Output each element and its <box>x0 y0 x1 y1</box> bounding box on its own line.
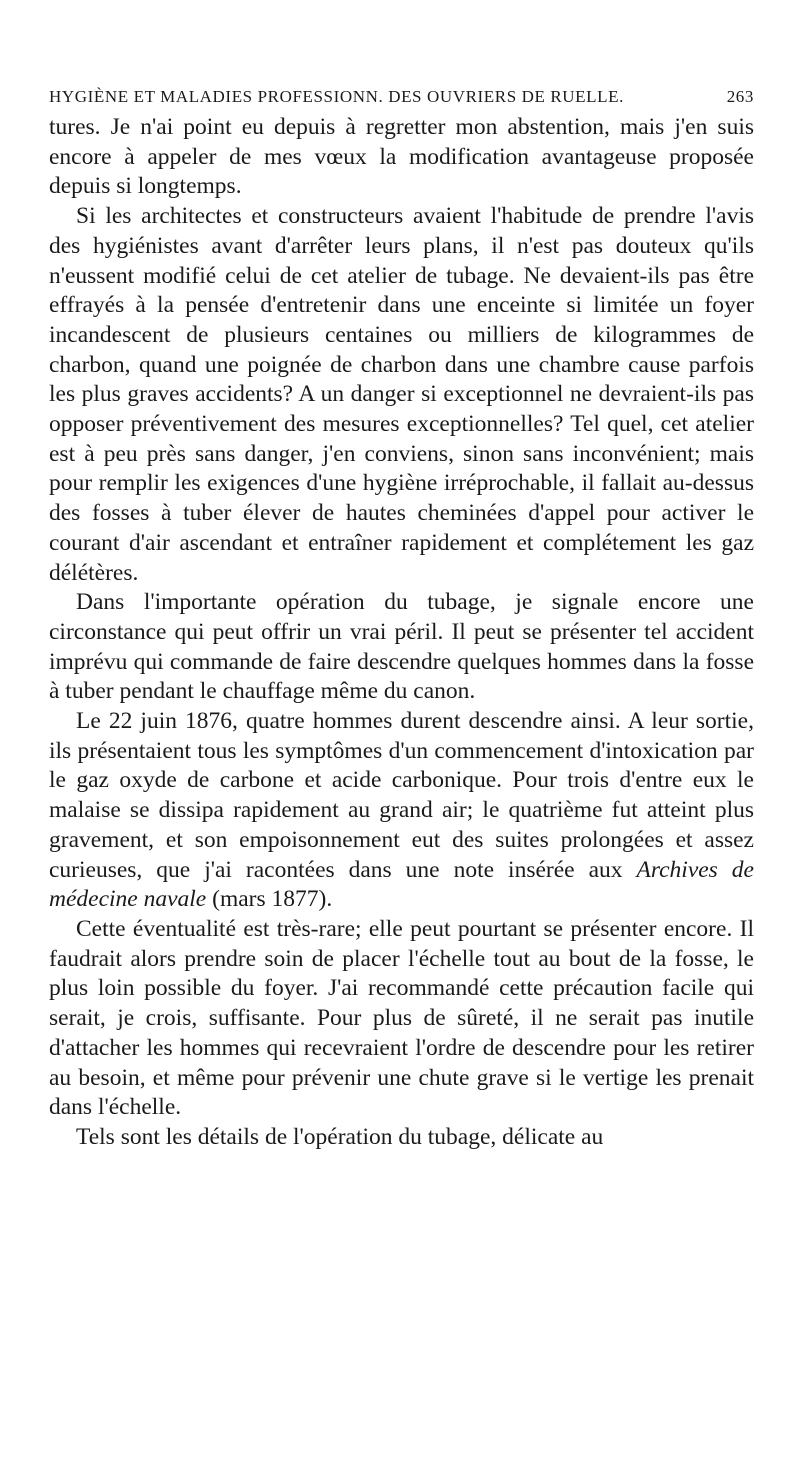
running-title: HYGIÈNE ET MALADIES PROFESSIONN. DES OUVRIERS DE RUELLE. <box>49 87 624 106</box>
paragraph-text: (mars 1877). <box>206 886 333 913</box>
body-text <box>49 113 754 1153</box>
paragraph: tures. Je n'ai point eu depuis à regretter mon abstention, mais j'en suis encore à appeler de mes vœux la modification avantageuse proposée depuis si longtemps. <box>49 114 754 200</box>
paragraph: Si les architectes et constructeurs avaient l'habitude de prendre l'avis des hygiénistes avant d'arrêter leurs plans, il n'est pas douteux qu'ils n'eussent modifié celui de cet atelier de tubage. Ne devaient-ils pas être effrayés à la pensée d'entretenir dans une enceinte si limitée un foyer incandescent de plusieurs centaines ou milliers de kilogrammes de charbon, quand une poignée de charbon dans une chambre cause parfois les plus graves accidents? A un danger si exceptionnel ne devraient-ils pas opposer préventivement des mesures exceptionnelles? Tel quel, cet atelier est à peu près sans danger, j'en conviens, sinon sans inconvénient; mais pour remplir les exigences d'une hygiène irréprochable, il fallait au-dessus des fosses à tuber élever de hautes cheminées d'appel pour activer le courant d'air ascendant et entraîner rapidement et complétement les gaz délétères. <box>49 203 754 586</box>
paragraph: Tels sont les détails de l'opération du tubage, délicate au <box>76 1123 604 1150</box>
paragraph: Cette éventualité est très-rare; elle peut pourtant se présenter encore. Il faudrait alors prendre soin de placer l'échelle tout au bout de la fosse, le plus loin possible du foyer. J'ai recommandé cette précaution facile qui serait, je crois, suffisante. Pour plus de sûreté, il ne serait pas inutile d'attacher les hommes qui recevraient l'ordre de descendre pour les retirer au besoin, et même pour prévenir une chute grave si le vertige les prenait dans l'échelle. <box>49 915 754 1121</box>
journal-title: Archives de médecine navale <box>49 856 754 913</box>
paragraph <box>49 707 754 915</box>
page-number: 263 <box>726 87 754 106</box>
paragraph-text: Le 22 juin 1876, quatre hommes durent descendre ainsi. A leur sortie, ils présentaient tous les symptômes d'un commencement d'intoxication par le gaz oxyde de carbone et acide carbonique. Pour trois d'entre eux le malaise se dissipa rapidement au grand air; le quatrième fut atteint plus gravement, et son empoisonnement eut des suites prolongées et assez curieuses, que j'ai racontées dans une note insérée aux <box>49 708 754 883</box>
paragraph: Dans l'importante opération du tubage, je signale encore une circonstance qui peut offrir un vrai péril. Il peut se présenter tel accident imprévu qui commande de faire descendre quelques hommes dans la fosse à tuber pendant le chauffage même du canon. <box>49 589 754 705</box>
running-header <box>49 86 754 108</box>
